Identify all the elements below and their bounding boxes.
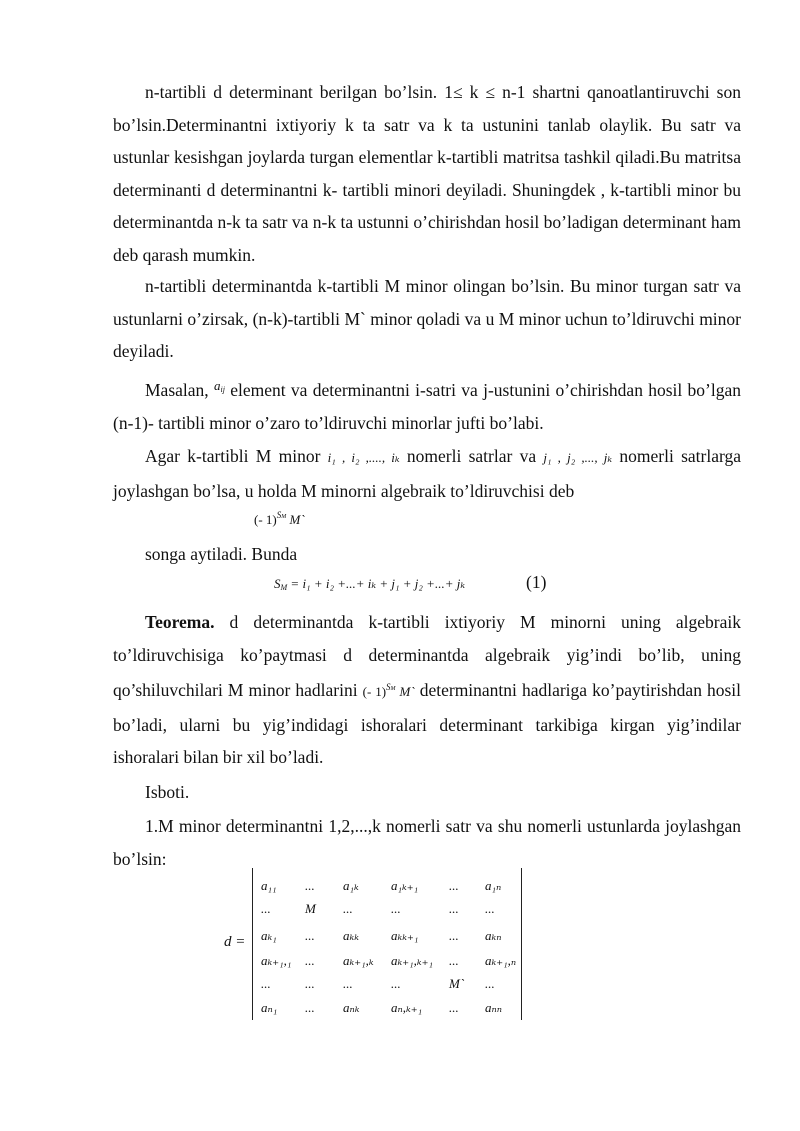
paragraph-row-col-indices [113, 440, 741, 507]
matrix-cell: aₖₖ [343, 928, 359, 943]
matrix-cell: ... [449, 878, 459, 893]
paragraph-example [113, 370, 741, 439]
matrix-cell: ... [305, 953, 315, 968]
proof-label-block [113, 776, 741, 809]
matrix-cell: aₖ₊₁,ₙ [485, 953, 517, 968]
algebraic-complement-formula: (- 1)℠ M` [254, 510, 305, 527]
paragraph-proof-step [113, 810, 741, 875]
lead-text: Masalan, [145, 380, 209, 400]
rest-text: element va determinantni i-satri va j-ustunini o’chirishdan hosil bo’lgan (n-1)- tartibli minor o’zaro to’ldiruvchi minorlar jufti bo’labi. [113, 380, 742, 433]
matrix-cell: a₁₁ [261, 878, 277, 893]
paragraph-text [113, 370, 741, 439]
theorem-title: Teorema. [145, 612, 215, 632]
index-sum-formula: $S_M = i_1 + i_2$ +...+ iₖ + j₁ + j₂ +...+ jₖ [274, 576, 466, 592]
matrix-cell: aₖ₊₁,₁ [261, 953, 292, 968]
matrix-cell: ... [305, 1000, 315, 1015]
matrix-cell: ... [305, 878, 315, 893]
matrix-cell: aₙ,ₖ₊₁ [391, 1000, 423, 1015]
matrix-cell: ... [391, 901, 401, 916]
matrix-cell: ... [485, 976, 495, 991]
matrix-cell: aₖₖ₊₁ [391, 928, 419, 943]
matrix-cell: aₙₖ [343, 1000, 360, 1015]
matrix-cell: ... [391, 976, 401, 991]
matrix-cell: M` [449, 976, 465, 991]
paragraph-called [113, 538, 741, 571]
paragraph-minor-definition [113, 76, 741, 272]
proof-label: Isboti. [145, 782, 190, 802]
theorem-text: Teorema. d determinantda k-tartibli ixtiyoriy M minorni uning algebraik to’ldiruvchisiga ko’paytmasi d determinantda algebraik yig’indi bo’lib, uning qo’shiluvchilari M minor hadlarini (- 1)℠ M` determinantni hadlariga ko’paytirishdan hosil bo’ladi, ularni bu yig’indidagi ishoralari determinant tarkibiga kirgan yig’indilar ishoralari bilan bir xil bo’ladi. [113, 612, 742, 768]
paragraph-text: n-tartibli determinantda k-tartibli M minor olingan bo’lsin. Bu minor turgan satr va ustunlarni o’zirsak, (n-k)-tartibli M` minor qoladi va u M minor uchun to’ldiruvchi minor deyiladi. [113, 276, 741, 362]
paragraph-text: n-tartibli d determinant berilgan bo’lsin. 1≤ k ≤ n-1 shartni qanoatlantiruvchi son bo’lsin.Determinantni ixtiyoriy k ta satr va k ta ustunini tanlab olaylik. Bu satr va ustunlar kesishgan joylarda turgan elementlar k-tartibli matritsa tashkil qiladi.Bu matritsa determinanti d determinantni k- tartibli minori deyiladi. Shuningdek , k-tartibli minor bu determinantda n-k ta satr va n-k ta ustunni o’chirishdan hosil bo’ladigan determinant ham deb qarash mumkin. [113, 82, 741, 265]
element-symbol: aij [213, 378, 225, 394]
formula-number: (1) [526, 572, 547, 592]
determinant-matrix [252, 868, 522, 1020]
algebraic-complement-inline: (- 1)℠ M` [362, 682, 415, 700]
matrix-cell: aₖ₊₁,ₖ [343, 953, 374, 968]
matrix-cell: ... [305, 928, 315, 943]
matrix-cell: a₁ₙ [485, 878, 502, 893]
matrix-cell: ... [449, 953, 459, 968]
determinant-label: d = [224, 934, 246, 950]
paragraph-text: 1.M minor determinantni 1,2,...,k nomerli satr va shu nomerli ustunlarda joylashgan bo’lsin: [113, 816, 741, 869]
matrix-cell: aₙ₁ [261, 1000, 278, 1015]
paragraph-text: songa aytiladi. Bunda [145, 544, 298, 564]
row-indices-symbol: i₁ , i₂ ,...., iₖ [327, 450, 400, 465]
matrix-cell: ... [449, 1000, 459, 1015]
matrix-cell: ... [449, 901, 459, 916]
matrix-cell: a₁ₖ [343, 878, 359, 893]
matrix-cell: ... [343, 901, 353, 916]
matrix-cell: aₖₙ [485, 928, 502, 943]
paragraph-text: Agar k-tartibli M minor i₁ , i₂ ,...., iₖ nomerli satrlar va j₁ , j₂ ,..., jₖ nomerli satrlarga joylashgan bo’lsa, u holda M minorni algebraik to’ldiruvchisi deb [113, 446, 742, 501]
matrix-cell: aₖ₊₁,ₖ₊₁ [391, 953, 433, 968]
matrix-cell: a₁ₖ₊₁ [391, 878, 419, 893]
matrix-cell: aₖ₁ [261, 928, 277, 943]
matrix-cell: M [305, 901, 316, 916]
matrix-cell: ... [261, 976, 271, 991]
matrix-cell: ... [343, 976, 353, 991]
matrix-cell: ... [485, 901, 495, 916]
paragraph-complement-minor [113, 270, 741, 368]
matrix-cell: ... [449, 928, 459, 943]
col-indices-symbol: j₁ , j₂ ,..., jₖ [543, 450, 613, 465]
matrix-cell: aₙₙ [485, 1000, 503, 1015]
matrix-cell: ... [305, 976, 315, 991]
matrix-cell: ... [261, 901, 271, 916]
theorem-block [113, 606, 741, 774]
